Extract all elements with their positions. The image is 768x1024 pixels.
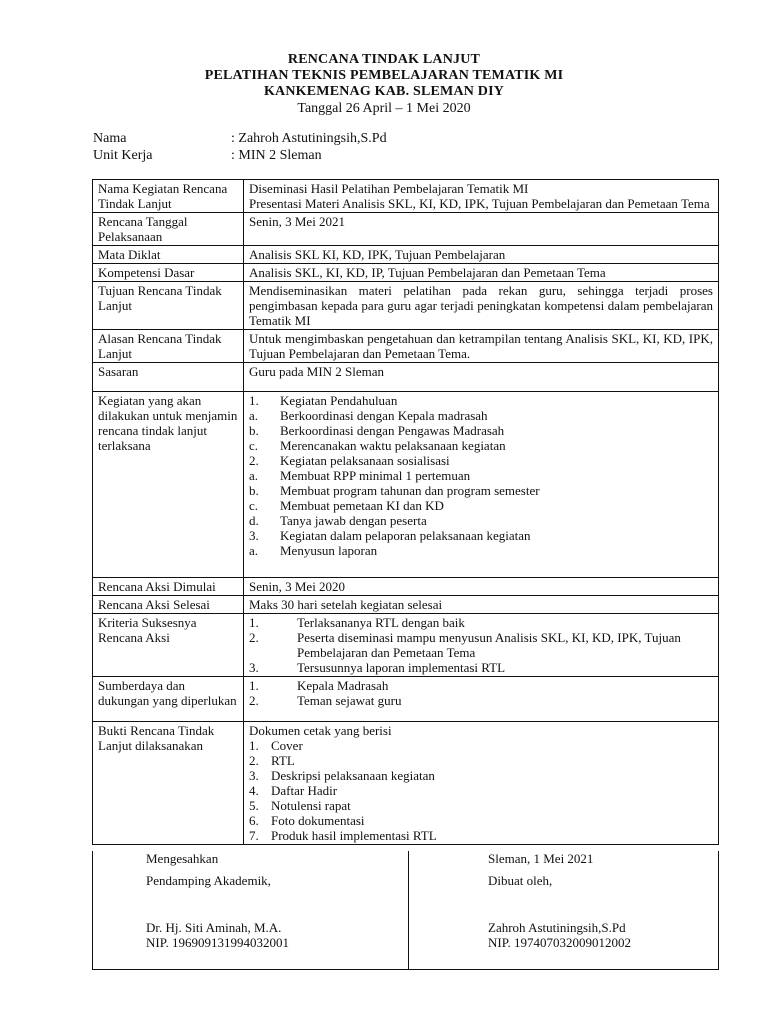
row-tanggal [93,213,719,246]
row-kegiatan [93,392,719,578]
rtl-table [92,179,719,845]
label-aksi-mulai: Rencana Aksi Dimulai [93,578,244,596]
label-tanggal: Rencana Tanggal Pelaksanaan [93,213,244,246]
value-kegiatan [244,392,719,578]
list-item: d. Tanya jawab dengan peserta [249,513,427,528]
label-sumberdaya: Sumberdaya dan dukungan yang diperlukan [93,677,244,722]
label-alasan: Alasan Rencana Tindak Lanjut [93,330,244,363]
value-aksi-mulai: Senin, 3 Mei 2020 [244,578,719,596]
name-label: Nama [93,131,127,146]
label-bukti: Bukti Rencana Tindak Lanjut dilaksanakan [93,722,244,845]
list-item: c. Merencanakan waktu pelaksanaan kegiatan [249,438,506,453]
value-sumberdaya [244,677,719,722]
identity-unit-row [93,147,387,164]
value-tanggal: Senin, 3 Mei 2021 [244,213,719,246]
sumberdaya-list [249,678,713,708]
nama-kegiatan-line2: Presentasi Materi Analisis SKL, KI, KD, IPK, Tujuan Pembelajaran dan Pemetaan Tema [249,196,710,211]
row-kriteria [93,614,719,677]
identity-block [93,130,387,164]
value-mata-diklat: Analisis SKL KI, KD, IPK, Tujuan Pembelajaran [244,246,719,264]
value-aksi-selesai: Maks 30 hari setelah kegiatan selesai [244,596,719,614]
list-item: 2. RTL [249,753,295,768]
identity-name-row [93,130,387,147]
value-kompetensi: Analisis SKL, KI, KD, IP, Tujuan Pembelajaran dan Pemetaan Tema [244,264,719,282]
value-nama-kegiatan [244,180,719,213]
list-item: 5. Notulensi rapat [249,798,351,813]
label-aksi-selesai: Rencana Aksi Selesai [93,596,244,614]
list-item: 6. Foto dokumentasi [249,813,365,828]
row-kompetensi [93,264,719,282]
kriteria-list [249,615,713,675]
name-value: : Zahroh Astutiningsih,S.Pd [231,131,387,146]
label-mata-diklat: Mata Diklat [93,246,244,264]
list-item: 7. Produk hasil implementasi RTL [249,828,437,843]
row-alasan [93,330,719,363]
list-item: 1. Kegiatan Pendahuluan [249,393,398,408]
value-sasaran: Guru pada MIN 2 Sleman [244,363,719,392]
sig-right-nip: NIP. 197407032009012002 [488,935,632,950]
list-item: 2. Teman sejawat guru [249,693,402,708]
nama-kegiatan-line1: Diseminasi Hasil Pelatihan Pembelajaran Tematik MI [249,181,529,196]
list-item: 3. Deskripsi pelaksanaan kegiatan [249,768,435,783]
row-nama-kegiatan [93,180,719,213]
list-item: 1. Kepala Madrasah [249,678,389,693]
sig-right-role: Dibuat oleh, [488,873,553,888]
list-item: 2. Kegiatan pelaksanaan sosialisasi [249,453,450,468]
value-alasan: Untuk mengimbaskan pengetahuan dan ketrampilan tentang Analisis SKL, KI, KD, IPK, Tujuan Pembelajaran dan Pemetaan Tema. [244,330,719,363]
label-kegiatan: Kegiatan yang akan dilakukan untuk menjamin rencana tindak lanjut terlaksana [93,392,244,578]
list-item: 3. Kegiatan dalam pelaporan pelaksanaan kegiatan [249,528,531,543]
list-item: c. Membuat pemetaan KI dan KD [249,498,444,513]
label-sasaran: Sasaran [93,363,244,392]
signature-block [92,851,719,970]
signature-divider [408,851,409,969]
kegiatan-list [249,393,713,558]
sig-left-approve: Mengesahkan [146,851,219,866]
bukti-list [249,738,713,843]
list-item: a. Berkoordinasi dengan Kepala madrasah [249,408,488,423]
row-sumberdaya [93,677,719,722]
row-mata-diklat [93,246,719,264]
sig-right-place-date: Sleman, 1 Mei 2021 [488,851,594,866]
title-kankemenag: KANKEMENAG KAB. SLEMAN DIY [263,84,505,99]
label-tujuan: Tujuan Rencana Tindak Lanjut [93,282,244,330]
document-header [0,52,768,117]
list-item: 3. Tersusunnya laporan implementasi RTL [249,660,506,675]
list-item: a. Membuat RPP minimal 1 pertemuan [249,468,471,483]
list-item: 1. Cover [249,738,303,753]
list-item: b. Membuat program tahunan dan program semester [249,483,540,498]
title-pelatihan: PELATIHAN TEKNIS PEMBELAJARAN TEMATIK MI [204,68,564,83]
list-item: 2. Peserta diseminasi mampu menyusun Analisis SKL, KI, KD, IPK, Tujuan Pembelajaran dan Pemetaan Tema [249,630,681,660]
bukti-intro: Dokumen cetak yang berisi [249,723,392,738]
value-bukti [244,722,719,845]
label-nama-kegiatan: Nama Kegiatan Rencana Tindak Lanjut [93,180,244,213]
sig-left-role: Pendamping Akademik, [146,873,271,888]
unit-value: : MIN 2 Sleman [231,148,322,163]
sig-right-name: Zahroh Astutiningsih,S.Pd [488,920,626,935]
list-item: b. Berkoordinasi dengan Pengawas Madrasah [249,423,505,438]
value-tujuan: Mendiseminasikan materi pelatihan pada rekan guru, sehingga terjadi proses pengimbasan kepada para guru agar terjadi peningkatan kompetensi dalam pembelajaran Tematik MI [244,282,719,330]
label-kompetensi: Kompetensi Dasar [93,264,244,282]
date-line: Tanggal 26 April – 1 Mei 2020 [297,101,471,116]
row-sasaran [93,363,719,392]
row-tujuan [93,282,719,330]
list-item: a. Menyusun laporan [249,543,378,558]
value-kriteria [244,614,719,677]
row-aksi-selesai [93,596,719,614]
sig-left-nip: NIP. 196909131994032001 [146,935,290,950]
row-aksi-mulai [93,578,719,596]
list-item: 1. Terlaksananya RTL dengan baik [249,615,465,630]
label-kriteria: Kriteria Suksesnya Rencana Aksi [93,614,244,677]
row-bukti [93,722,719,845]
title-rtl: RENCANA TINDAK LANJUT [287,52,481,67]
unit-label: Unit Kerja [93,148,153,163]
list-item: 4. Daftar Hadir [249,783,338,798]
sig-left-name: Dr. Hj. Siti Aminah, M.A. [146,920,282,935]
